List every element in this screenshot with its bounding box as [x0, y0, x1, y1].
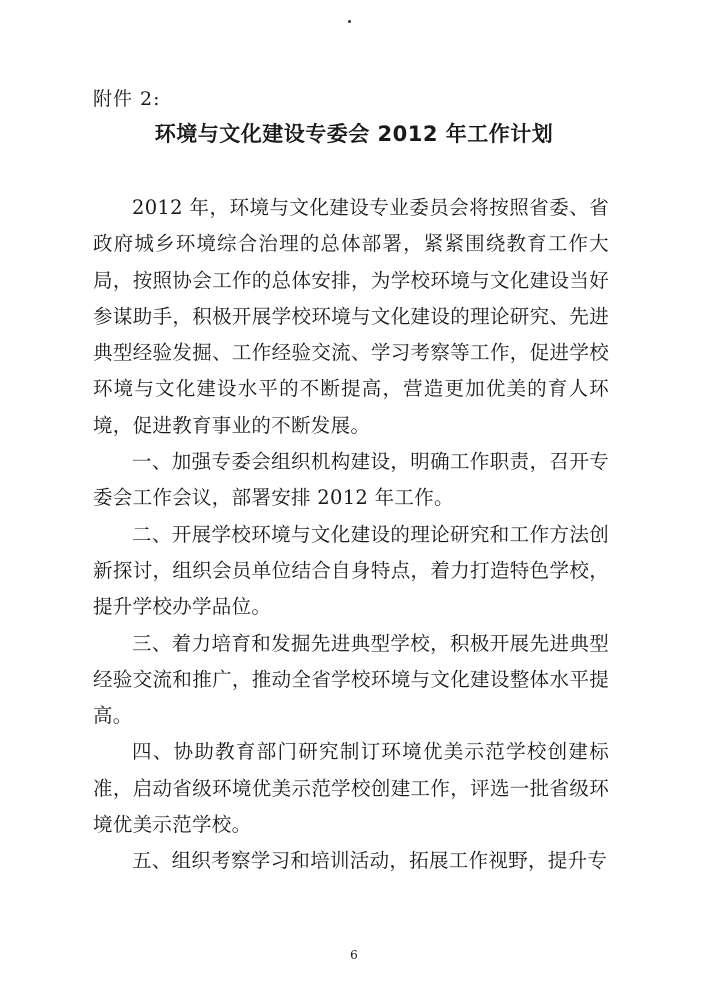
- item-5-paragraph: 五、组织考察学习和培训活动，拓展工作视野，提升专: [132, 849, 608, 873]
- item-1-paragraph: 一、加强专委会组织机构建设，明确工作职责，召开专委会工作会议，部署安排 2012 年工作。: [93, 450, 609, 510]
- document-title: 环境与文化建设专委会 2012 年工作计划: [154, 122, 554, 146]
- item-4-paragraph: 四、协助教育部门研究制订环境优美示范学校创建标准，启动省级环境优美示范学校创建工作，评选一批省级环境优美示范学校。: [93, 740, 609, 837]
- document-body: [93, 190, 609, 880]
- item-3-paragraph: 三、着力培育和发掘先进典型学校，积极开展先进典型经验交流和推广，推动全省学校环境与文化建设整体水平提高。: [93, 631, 609, 728]
- page-number: 6: [350, 948, 358, 962]
- intro-paragraph: 2012 年，环境与文化建设专业委员会将按照省委、省政府城乡环境综合治理的总体部署，紧紧围绕教育工作大局，按照协会工作的总体安排，为学校环境与文化建设当好参谋助手，积极开展学校环境与文化建设的理论研究、先进典型经验发掘、工作经验交流、学习考察等工作，促进学校环境与文化建设水平的不断提高，营造更加优美的育人环境，促进教育事业的不断发展。: [93, 196, 609, 437]
- attachment-label: 附件 2:: [93, 88, 161, 110]
- scan-mark-dot: [348, 20, 351, 23]
- item-2-paragraph: 二、开展学校环境与文化建设的理论研究和工作方法创新探讨，组织会员单位结合自身特点，着力打造特色学校，提升学校办学品位。: [93, 522, 609, 619]
